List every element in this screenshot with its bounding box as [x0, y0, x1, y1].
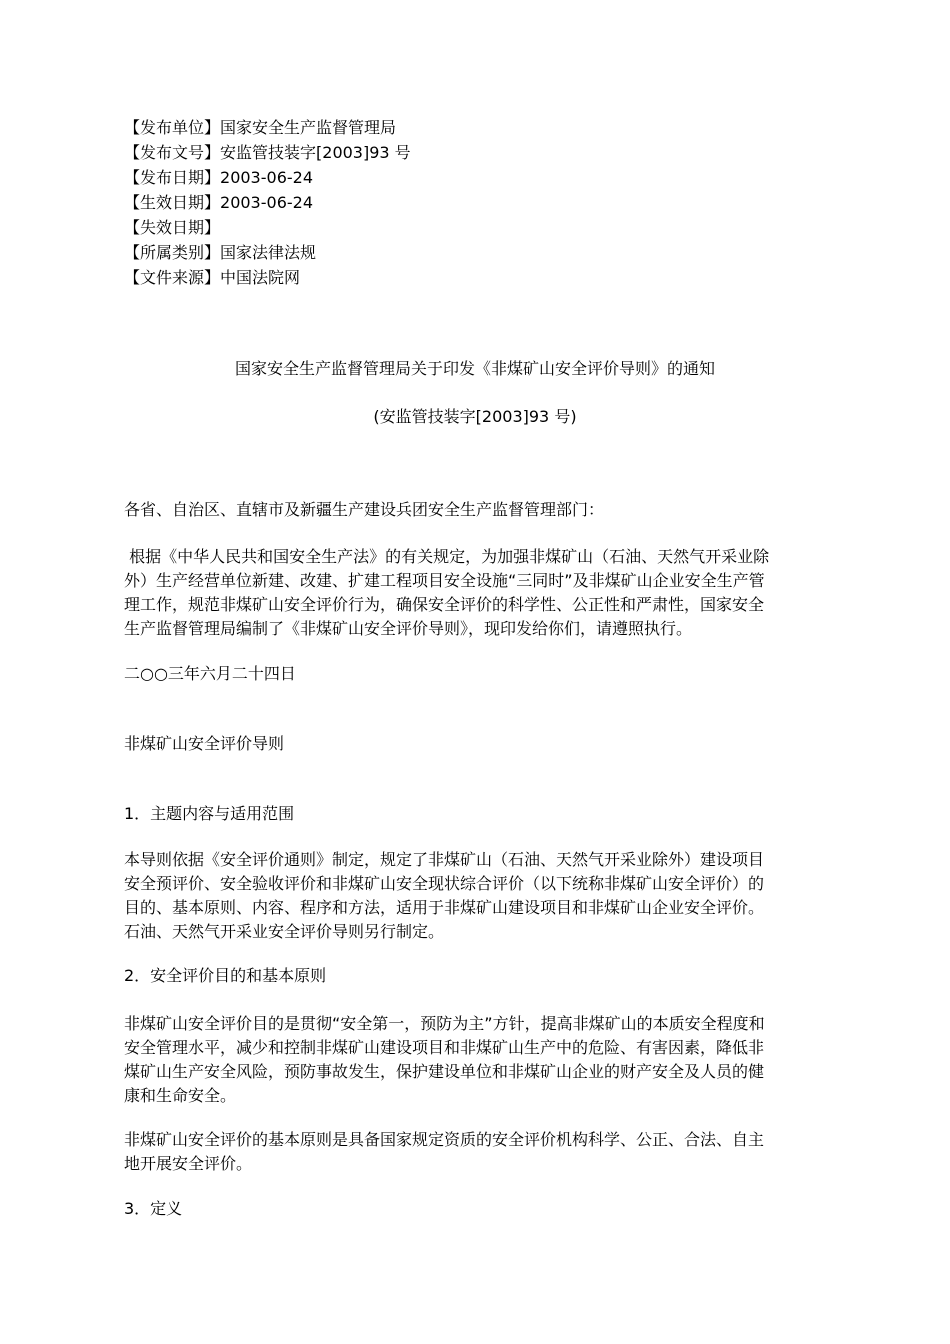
meta-row-category: [124, 240, 824, 265]
section-3-heading: [124, 1197, 834, 1221]
text-line: 目的、基本原则、内容、程序和方法，适用于非煤矿山建设项目和非煤矿山企业安全评价。: [124, 898, 765, 917]
text-line: 2．安全评价目的和基本原则: [124, 966, 327, 985]
document-metadata: [124, 115, 824, 290]
meta-row-effective-date: [124, 190, 824, 215]
text-line: 理工作，规范非煤矿山安全评价行为，确保安全评价的科学性、公正性和严肃性，国家安全: [124, 595, 765, 614]
notice-document-number: (安监管技装字[2003]93 号): [373, 407, 577, 426]
text-line: 外）生产经营单位新建、改建、扩建工程项目安全设施“三同时”及非煤矿山企业安全生产管: [124, 571, 765, 590]
text-line: 根据《中华人民共和国安全生产法》的有关规定，为加强非煤矿山（石油、天然气开采业除: [124, 547, 770, 566]
notice-body-paragraph: [124, 545, 834, 641]
text-line: 康和生命安全。: [124, 1086, 237, 1105]
text-line: 非煤矿山安全评价导则: [124, 734, 285, 753]
meta-label: 【失效日期】: [124, 218, 221, 237]
meta-value: 2003-06-24: [220, 168, 313, 187]
text-line: 煤矿山生产安全风险，预防事故发生，保护建设单位和非煤矿山企业的财产安全及人员的健: [124, 1062, 765, 1081]
text-line: 生产监督管理局编制了《非煤矿山安全评价导则》，现印发给你们，请遵照执行。: [124, 619, 693, 638]
meta-label: 【发布日期】: [124, 168, 221, 187]
meta-label: 【生效日期】: [124, 193, 221, 212]
notice-date: [124, 662, 834, 686]
text-line: 安全管理水平，减少和控制非煤矿山建设项目和非煤矿山生产中的危险、有害因素，降低非: [124, 1038, 765, 1057]
text-line: 各省、自治区、直辖市及新疆生产建设兵团安全生产监督管理部门：: [124, 500, 605, 519]
section-1-paragraph: [124, 848, 834, 944]
meta-label: 【发布文号】: [124, 143, 221, 162]
text-line: 3．定义: [124, 1199, 183, 1218]
section-2-paragraph-2: [124, 1128, 834, 1176]
guideline-title: [124, 732, 834, 756]
text-line: 石油、天然气开采业安全评价导则另行制定。: [124, 922, 445, 941]
meta-label: 【文件来源】: [124, 268, 221, 287]
meta-value: 2003-06-24: [220, 193, 313, 212]
section-1-heading: [124, 802, 834, 826]
text-line: 本导则依据《安全评价通则》制定，规定了非煤矿山（石油、天然气开采业除外）建设项目: [124, 850, 765, 869]
notice-title: 国家安全生产监督管理局关于印发《非煤矿山安全评价导则》的通知: [234, 359, 715, 378]
meta-value: 中国法院网: [220, 268, 301, 287]
meta-row-issue-date: [124, 165, 824, 190]
meta-value: 国家法律法规: [220, 243, 317, 262]
meta-label: 【发布单位】: [124, 118, 221, 137]
meta-value: 安监管技装字[2003]93 号: [220, 143, 411, 162]
meta-row-expiry-date: [124, 215, 824, 240]
text-line: 安全预评价、安全验收评价和非煤矿山安全现状综合评价（以下统称非煤矿山安全评价）的: [124, 874, 765, 893]
text-line: 非煤矿山安全评价目的是贯彻“安全第一，预防为主”方针，提高非煤矿山的本质安全程度和: [124, 1014, 765, 1033]
text-line: 二○○三年六月二十四日: [124, 664, 296, 683]
text-line: 非煤矿山安全评价的基本原则是具备国家规定资质的安全评价机构科学、公正、合法、自主: [124, 1130, 765, 1149]
meta-row-document-number: [124, 140, 824, 165]
meta-row-issuer: [124, 115, 824, 140]
notice-salutation: [124, 498, 834, 522]
meta-row-source: [124, 265, 824, 290]
meta-label: 【所属类别】: [124, 243, 221, 262]
section-2-paragraph-1: [124, 1012, 834, 1108]
text-line: 地开展安全评价。: [124, 1154, 253, 1173]
text-line: 1．主题内容与适用范围: [124, 804, 295, 823]
meta-value: 国家安全生产监督管理局: [220, 118, 397, 137]
section-2-heading: [124, 964, 834, 988]
